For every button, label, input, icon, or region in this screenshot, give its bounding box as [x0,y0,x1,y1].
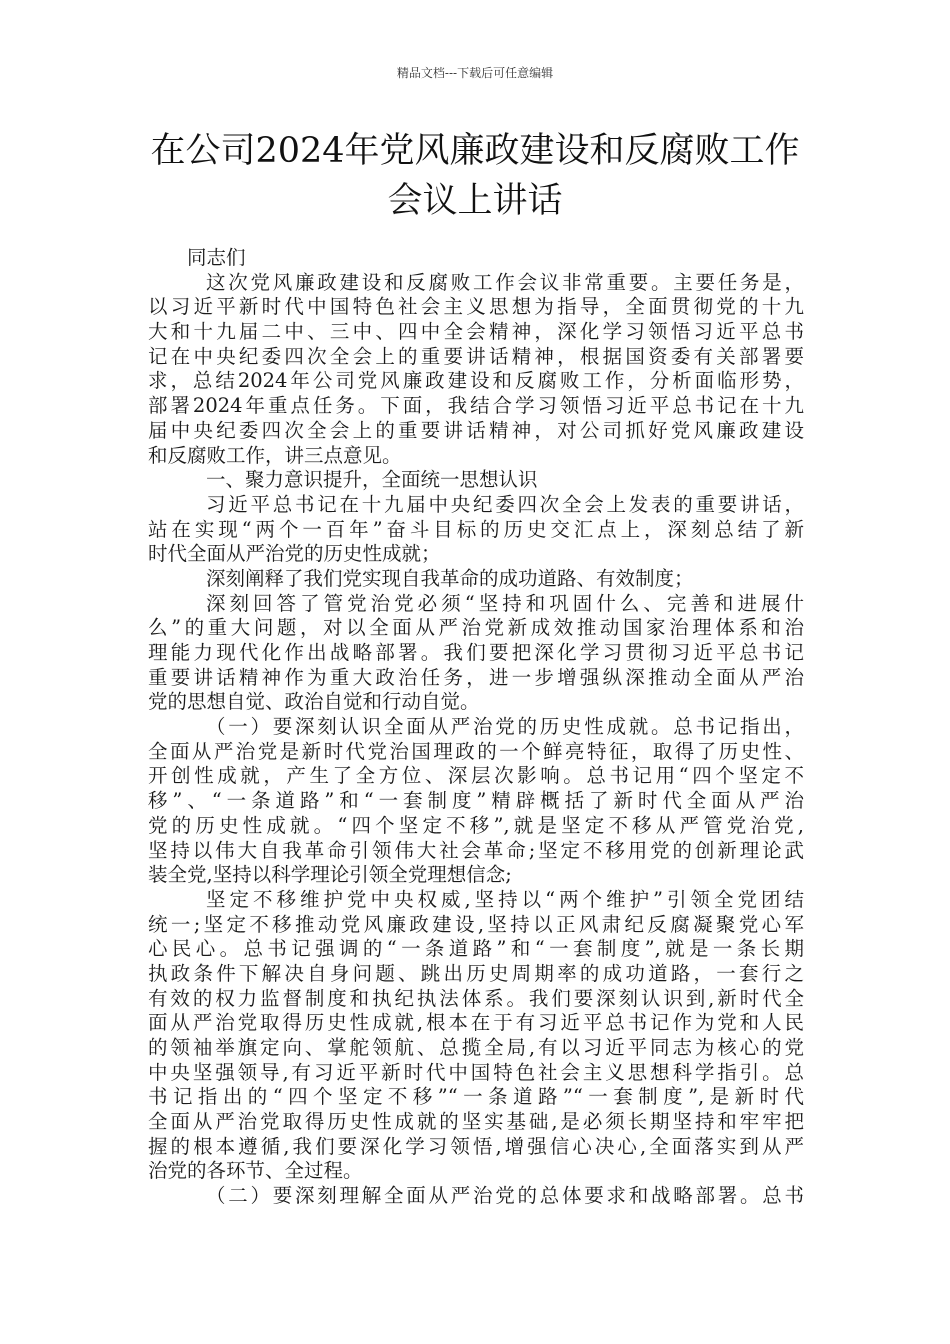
text-line: 的领袖举旗定向、掌舵领航、总揽全局,有以习近平同志为核心的党 [148,1036,804,1059]
text-line: 么”的重大问题，对以全面从严治党新成效推动国家治理体系和治 [148,616,804,640]
text-line: 坚定不移维护党中央权威,坚持以“两个维护”引领全党团结 [206,887,804,911]
text-line: 深刻回答了管党治党必须“坚持和巩固什么、完善和进展什 [206,591,804,615]
text-line: 党的思想自觉、政治自觉和行动自觉。 [148,690,480,714]
text-line: 届中央纪委四次全会上的重要讲话精神，对公司抓好党风廉政建设 [148,418,804,442]
text-line: 中央坚强领导,有习近平新时代中国特色社会主义思想科学指引。总 [148,1060,804,1084]
text-line: 书记指出的“四个坚定不移”“一条道路”“一套制度”,是新时代 [148,1085,804,1109]
text-line: 部署2024年重点任务。下面，我结合学习领悟习近平总书记在十九 [148,394,804,418]
text-line: 时代全面从严治党的历史性成就； [148,542,441,566]
text-line: 全面从严治党是新时代党治国理政的一个鲜亮特征，取得了历史性、 [148,739,804,763]
text-line: 重要讲话精神作为重大政治任务，进一步增强纵深推动全面从严治 [148,665,804,689]
text-line: 执政条件下解决自身问题、跳出历史周期率的成功道路，一套行之 [148,961,804,985]
text-line: 这次党风廉政建设和反腐败工作会议非常重要。主要任务是， [206,270,804,294]
text-line: 和反腐败工作，讲三点意见。 [148,443,402,467]
text-line: 习近平总书记在十九届中央纪委四次全会上发表的重要讲话， [206,492,804,516]
subsection-heading: （二）要深刻理解全面从严治党的总体要求和战略部署。总书 [206,1184,804,1208]
title-line: 会议上讲话 [387,181,563,221]
text-line: 以习近平新时代中国特色社会主义思想为指导，全面贯彻党的十九 [148,295,804,319]
document-body [148,246,804,1209]
text-line: 治党的各环节、全过程。 [148,1159,363,1183]
title-line: 在公司2024年党风廉政建设和反腐败工作 [150,131,800,171]
header-note: 精品文档---下载后可任意编辑 [396,66,554,80]
text-line: 站在实现“两个一百年”奋斗目标的历史交汇点上，深刻总结了新 [148,517,804,541]
text-line: 求，总结2024年公司党风廉政建设和反腐败工作，分析面临形势， [148,369,804,393]
salutation: 同志们 [187,246,246,269]
text-line: 理能力现代化作出战略部署。我们要把深化学习贯彻习近平总书记 [148,641,804,664]
text-line: 统一;坚定不移推动党风廉政建设,坚持以正风肃纪反腐凝聚党心军 [148,912,804,936]
text-line: 握的根本遵循,我们要深化学习领悟,增强信心决心,全面落实到从严 [148,1134,804,1158]
section-heading: 一、聚力意识提升，全面统一思想认识 [206,468,538,492]
text-line: 面从严治党取得历史性成就,根本在于有习近平总书记作为党和人民 [148,1011,804,1035]
text-line: 全面从严治党取得历史性成就的坚实基础,是必须长期坚持和牢牢把 [148,1110,804,1134]
text-line: 心民心。总书记强调的“一条道路”和“一套制度”,就是一条长期 [148,937,804,961]
text-line: 装全党,坚持以科学理论引领全党理想信念; [148,863,512,887]
text-line: 党的历史性成就。“四个坚定不移”,就是坚定不移从严管党治党, [148,813,804,837]
text-line: 移”、“一条道路”和“一套制度”精辟概括了新时代全面从严治 [148,789,804,813]
text-line: 深刻阐释了我们党实现自我革命的成功道路、有效制度； [206,566,694,590]
text-line: 记在中央纪委四次全会上的重要讲话精神，根据国资委有关部署要 [148,344,804,368]
document-title [120,126,830,226]
subsection-heading: （一）要深刻认识全面从严治党的历史性成就。总书记指出， [206,715,804,739]
text-line: 坚持以伟大自我革命引领伟大社会革命;坚定不移用党的创新理论武 [148,838,804,862]
text-line: 开创性成就，产生了全方位、深层次影响。总书记用“四个坚定不 [148,764,804,788]
text-line: 有效的权力监督制度和执纪执法体系。我们要深刻认识到,新时代全 [148,986,804,1010]
text-line: 大和十九届二中、三中、四中全会精神，深化学习领悟习近平总书 [148,320,804,344]
